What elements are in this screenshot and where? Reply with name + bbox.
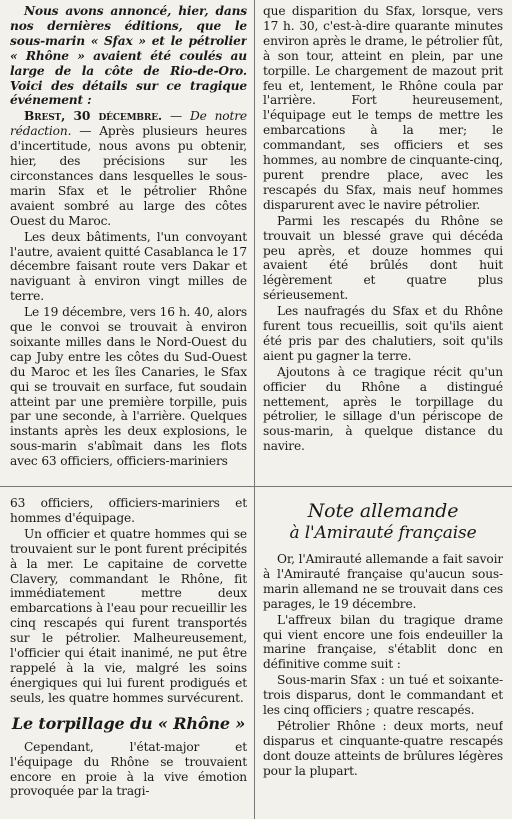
paragraph: 63 officiers, officiers-mariniers et hommes d'équipage.: [10, 496, 247, 525]
column-bottom-left: [10, 496, 247, 816]
paragraph: Cependant, l'état-major et l'équipage du Rhône se trouvaient encore en proie à la vive émotion provoquée par la tragi-: [10, 739, 247, 799]
paragraph: Parmi les rescapés du Rhône se trouvait un blessé grave qui décéda peu après, et douze hommes qui avaient été brûlés dont huit légèrement et quatre plus sérieusement.: [263, 213, 503, 303]
column-divider-horizontal: [0, 486, 512, 487]
dateline-paragraph: [10, 109, 247, 228]
dateline: Brest, 30 décembre.: [24, 109, 162, 124]
paragraph: Sous-marin Sfax : un tué et soixante-trois disparus, dont le commandant et les cinq officiers ; quatre rescapés.: [263, 673, 503, 718]
subheading: Le torpillage du « Rhône »: [11, 713, 246, 733]
column-top-right: [263, 4, 503, 478]
lead-paragraph: Nous avons annoncé, hier, dans nos dernières éditions, que le sous-marin « Sfax » et le pétrolier « Rhône » avaient été coulés au large de la côte de Rio-de-Oro. Voici des détails sur ce tragique événement :: [10, 4, 247, 108]
column-bottom-right: [263, 496, 503, 816]
paragraph: Les deux bâtiments, l'un convoyant l'autre, avaient quitté Casablanca le 17 décembre faisant route vers Dakar et naviguant à environ vingt milles de terre.: [10, 229, 247, 304]
paragraph: Ajoutons à ce tragique récit qu'un officier du Rhône a distingué nettement, après le torpillage du pétrolier, le sillage d'un périscope de sous-marin, à quelque distance du navire.: [263, 364, 503, 454]
paragraph: Le 19 décembre, vers 16 h. 40, alors que le convoi se trouvait à environ soixante milles dans le Nord-Ouest du cap Juby entre les côtes du Sud-Ouest du Maroc et les îles Canaries, le Sfax qui se trouvait en surface, fut soudain atteint par une première torpille, puis par une seconde, à l'arrière. Quelques instants après les deux explosions, le sous-marin s'abîmait dans les flots avec 63 officiers, officiers-mariniers: [10, 305, 247, 469]
column-top-left: [10, 4, 247, 478]
column-divider-vertical: [254, 0, 255, 819]
paragraph: Pétrolier Rhône : deux morts, neuf disparus et cinquante-quatre rescapés dont douze atteints de brûlures légères pour la plupart.: [263, 718, 503, 778]
article-subheading: à l'Amirauté française: [289, 523, 477, 543]
article-heading: Note allemande: [307, 500, 459, 522]
paragraph-text: — Après plusieurs heures d'incertitude, nous avons pu obtenir, hier, des précisions sur les circonstances dans lesquelles le sous-marin Sfax et le pétrolier Rhône avaient sombré au large des côtes Ouest du Maroc.: [10, 124, 247, 228]
paragraph: Les naufragés du Sfax et du Rhône furent tous recueillis, soit qu'ils aient été pris par des chalutiers, soit qu'ils aient pu gagner la terre.: [263, 304, 503, 363]
paragraph: que disparition du Sfax, lorsque, vers 17 h. 30, c'est-à-dire quarante minutes environ après le drame, le pétrolier fût, à son tour, atteint en plein, par une torpille. Le chargement de mazout prit feu et, lentement, le Rhône coula par l'arrière. Fort heureusement, l'équipage eut le temps de mettre les embarcations à la mer; le commandant, ses officiers et ses hommes, au nombre de cinquante-cinq, purent prendre place, avec les rescapés du Sfax, mais neuf hommes disparurent avec le navire pétrolier.: [263, 4, 503, 212]
paragraph: Or, l'Amirauté allemande a fait savoir à l'Amirauté française qu'aucun sous-marin allemand ne se trouvait dans ces parages, le 19 décembre.: [263, 552, 503, 611]
paragraph: Un officier et quatre hommes qui se trouvaient sur le pont furent précipités à la mer. Le capitaine de corvette Clavery, commandant le Rhône, fit immédiatement mettre deux embarcations à l'eau pour recueillir les cinq rescapés qui furent transportés sur le pétrolier. Malheureusement, l'officier qui était inanimé, ne put être rappelé à la vie, malgré les soins énergiques qui lui furent prodigués et seuls, les quatre hommes survécurent.: [10, 526, 247, 705]
paragraph: L'affreux bilan du tragique drame qui vient encore une fois endeuiller la marine française, s'établit donc en définitive comme suit :: [263, 612, 503, 672]
dateline-suffix: — De notre rédaction.: [10, 109, 247, 139]
